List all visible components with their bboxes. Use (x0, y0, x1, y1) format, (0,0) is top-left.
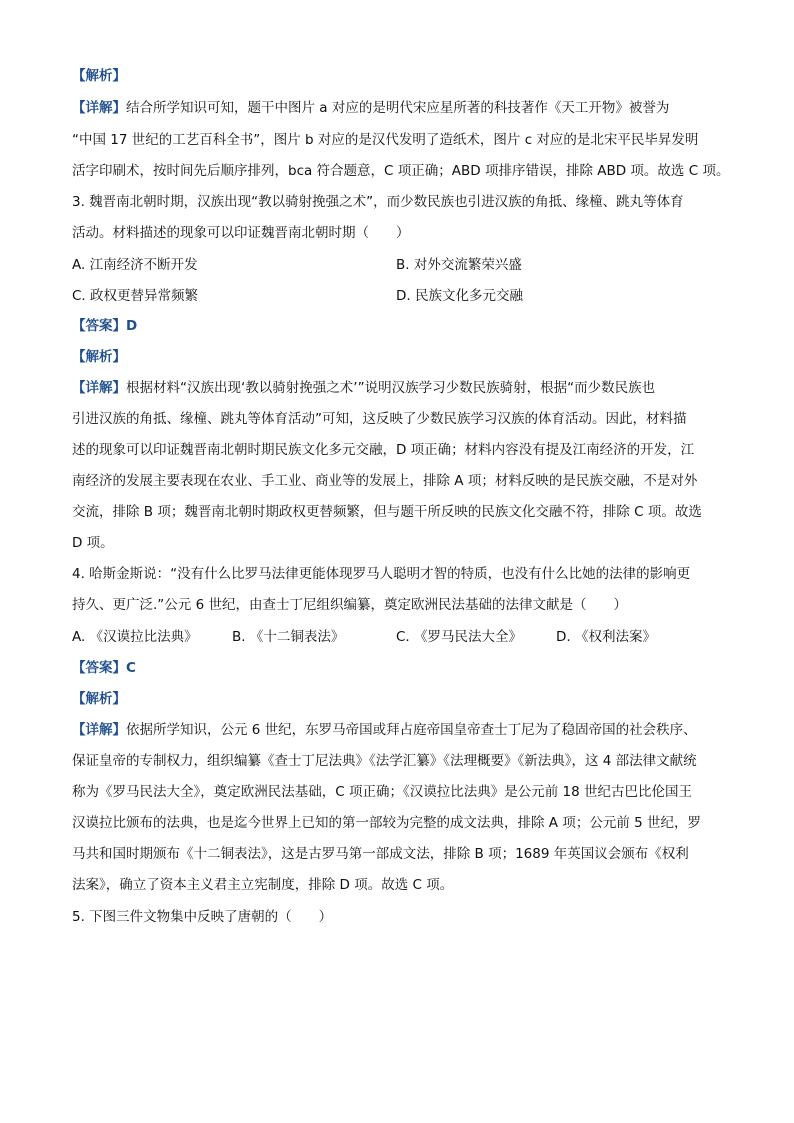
answer: 【答案】C (72, 660, 136, 676)
answer: 【答案】D (72, 318, 138, 334)
detail-tag: 【详解】 (72, 380, 126, 396)
detail-text: 依据所学知识，公元 6 世纪，东罗马帝国或拜占庭帝国皇帝查士丁尼为了稳固帝国的社会秩序、 (126, 722, 697, 738)
option-d: D. 民族文化多元交融 (396, 288, 523, 304)
question-stem: 5. 下图三件文物集中反映了唐朝的（ ） (72, 909, 333, 925)
option-a: A. 《汉谟拉比法典》 (72, 629, 198, 645)
question-stem: 4. 哈斯金斯说：“没有什么比罗马法律更能体现罗马人聪明才智的特质，也没有什么比她的法律的影响更 (72, 566, 691, 582)
detail-text: 引进汉族的角抵、缘橦、跳丸等体育活动”可知，这反映了少数民族学习汉族的体育活动。因此，材料描 (72, 411, 687, 427)
option-a: A. 江南经济不断开发 (72, 257, 198, 273)
option-c: C. 《罗马民法大全》 (396, 629, 523, 645)
detail-text: 述的现象可以印证魏晋南北朝时期民族文化多元交融，D 项正确；材料内容没有提及江南经济的开发，江 (72, 442, 695, 458)
option-b: B. 《十二铜表法》 (232, 629, 345, 645)
detail-text: D 项。 (72, 535, 114, 551)
detail-paragraph-line (72, 378, 722, 398)
option-b: B. 对外交流繁荣兴盛 (396, 257, 522, 273)
analysis-header: 【解析】 (72, 349, 126, 365)
detail-text: “中国 17 世纪的工艺百科全书”，图片 b 对应的是汉代发明了造纸术，图片 c 对应的是北宋平民毕昇发明 (72, 132, 699, 148)
detail-text: 南经济的发展主要表现在农业、手工业、商业等的发展上，排除 A 项；材料反映的是民族交融，不是对外 (72, 473, 698, 489)
question-stem: 活动。材料描述的现象可以印证魏晋南北朝时期（ ） (72, 225, 410, 241)
detail-text: 结合所学知识可知，题干中图片 a 对应的是明代宋应星所著的科技著作《天工开物》被誉为 (126, 100, 670, 116)
detail-text: 交流，排除 B 项；魏晋南北朝时期政权更替频繁，但与题干所反映的民族文化交融不符，排除 C 项。故选 (72, 504, 702, 520)
question-stem: 持久、更广泛.”公元 6 世纪，由查士丁尼组织编纂，奠定欧洲民法基础的法律文献是（ ） (72, 597, 627, 613)
detail-text: 汉谟拉比颁布的法典，也是迄今世界上已知的第一部较为完整的成文法典，排除 A 项；公元前 5 世纪，罗 (72, 815, 701, 831)
detail-paragraph-line (72, 98, 722, 118)
detail-text: 根据材料“汉族出现‘教以骑射挽强之术’”说明汉族学习少数民族骑射，根据“而少数民族也 (126, 380, 656, 396)
option-c: C. 政权更替异常频繁 (72, 288, 199, 304)
detail-tag: 【详解】 (72, 722, 126, 738)
question-stem: 3. 魏晋南北朝时期，汉族出现“教以骑射挽强之术”，而少数民族也引进汉族的角抵、缘橦、跳丸等体育 (72, 194, 684, 210)
detail-text: 保证皇帝的专制权力，组织编纂《查士丁尼法典》《法学汇纂》《法理概要》《新法典》，这 4 部法律文献统 (72, 753, 697, 769)
detail-text: 活字印刷术，按时间先后顺序排列，bca 符合题意，C 项正确；ABD 项排序错误，排除 ABD 项。故选 C 项。 (72, 163, 730, 179)
detail-text: 称为《罗马民法大全》，奠定欧洲民法基础，C 项正确；《汉谟拉比法典》是公元前 18 世纪古巴比伦国王 (72, 784, 692, 800)
option-d: D. 《权利法案》 (556, 629, 656, 645)
detail-tag: 【详解】 (72, 100, 126, 116)
detail-text: 马共和国时期颁布《十二铜表法》，这是古罗马第一部成文法，排除 B 项；1689 年英国议会颁布《权利 (72, 846, 689, 862)
detail-text: 法案》，确立了资本主义君主立宪制度，排除 D 项。故选 C 项。 (72, 877, 454, 893)
analysis-header: 【解析】 (72, 691, 126, 707)
detail-paragraph-line (72, 720, 722, 740)
analysis-header: 【解析】 (72, 68, 126, 84)
